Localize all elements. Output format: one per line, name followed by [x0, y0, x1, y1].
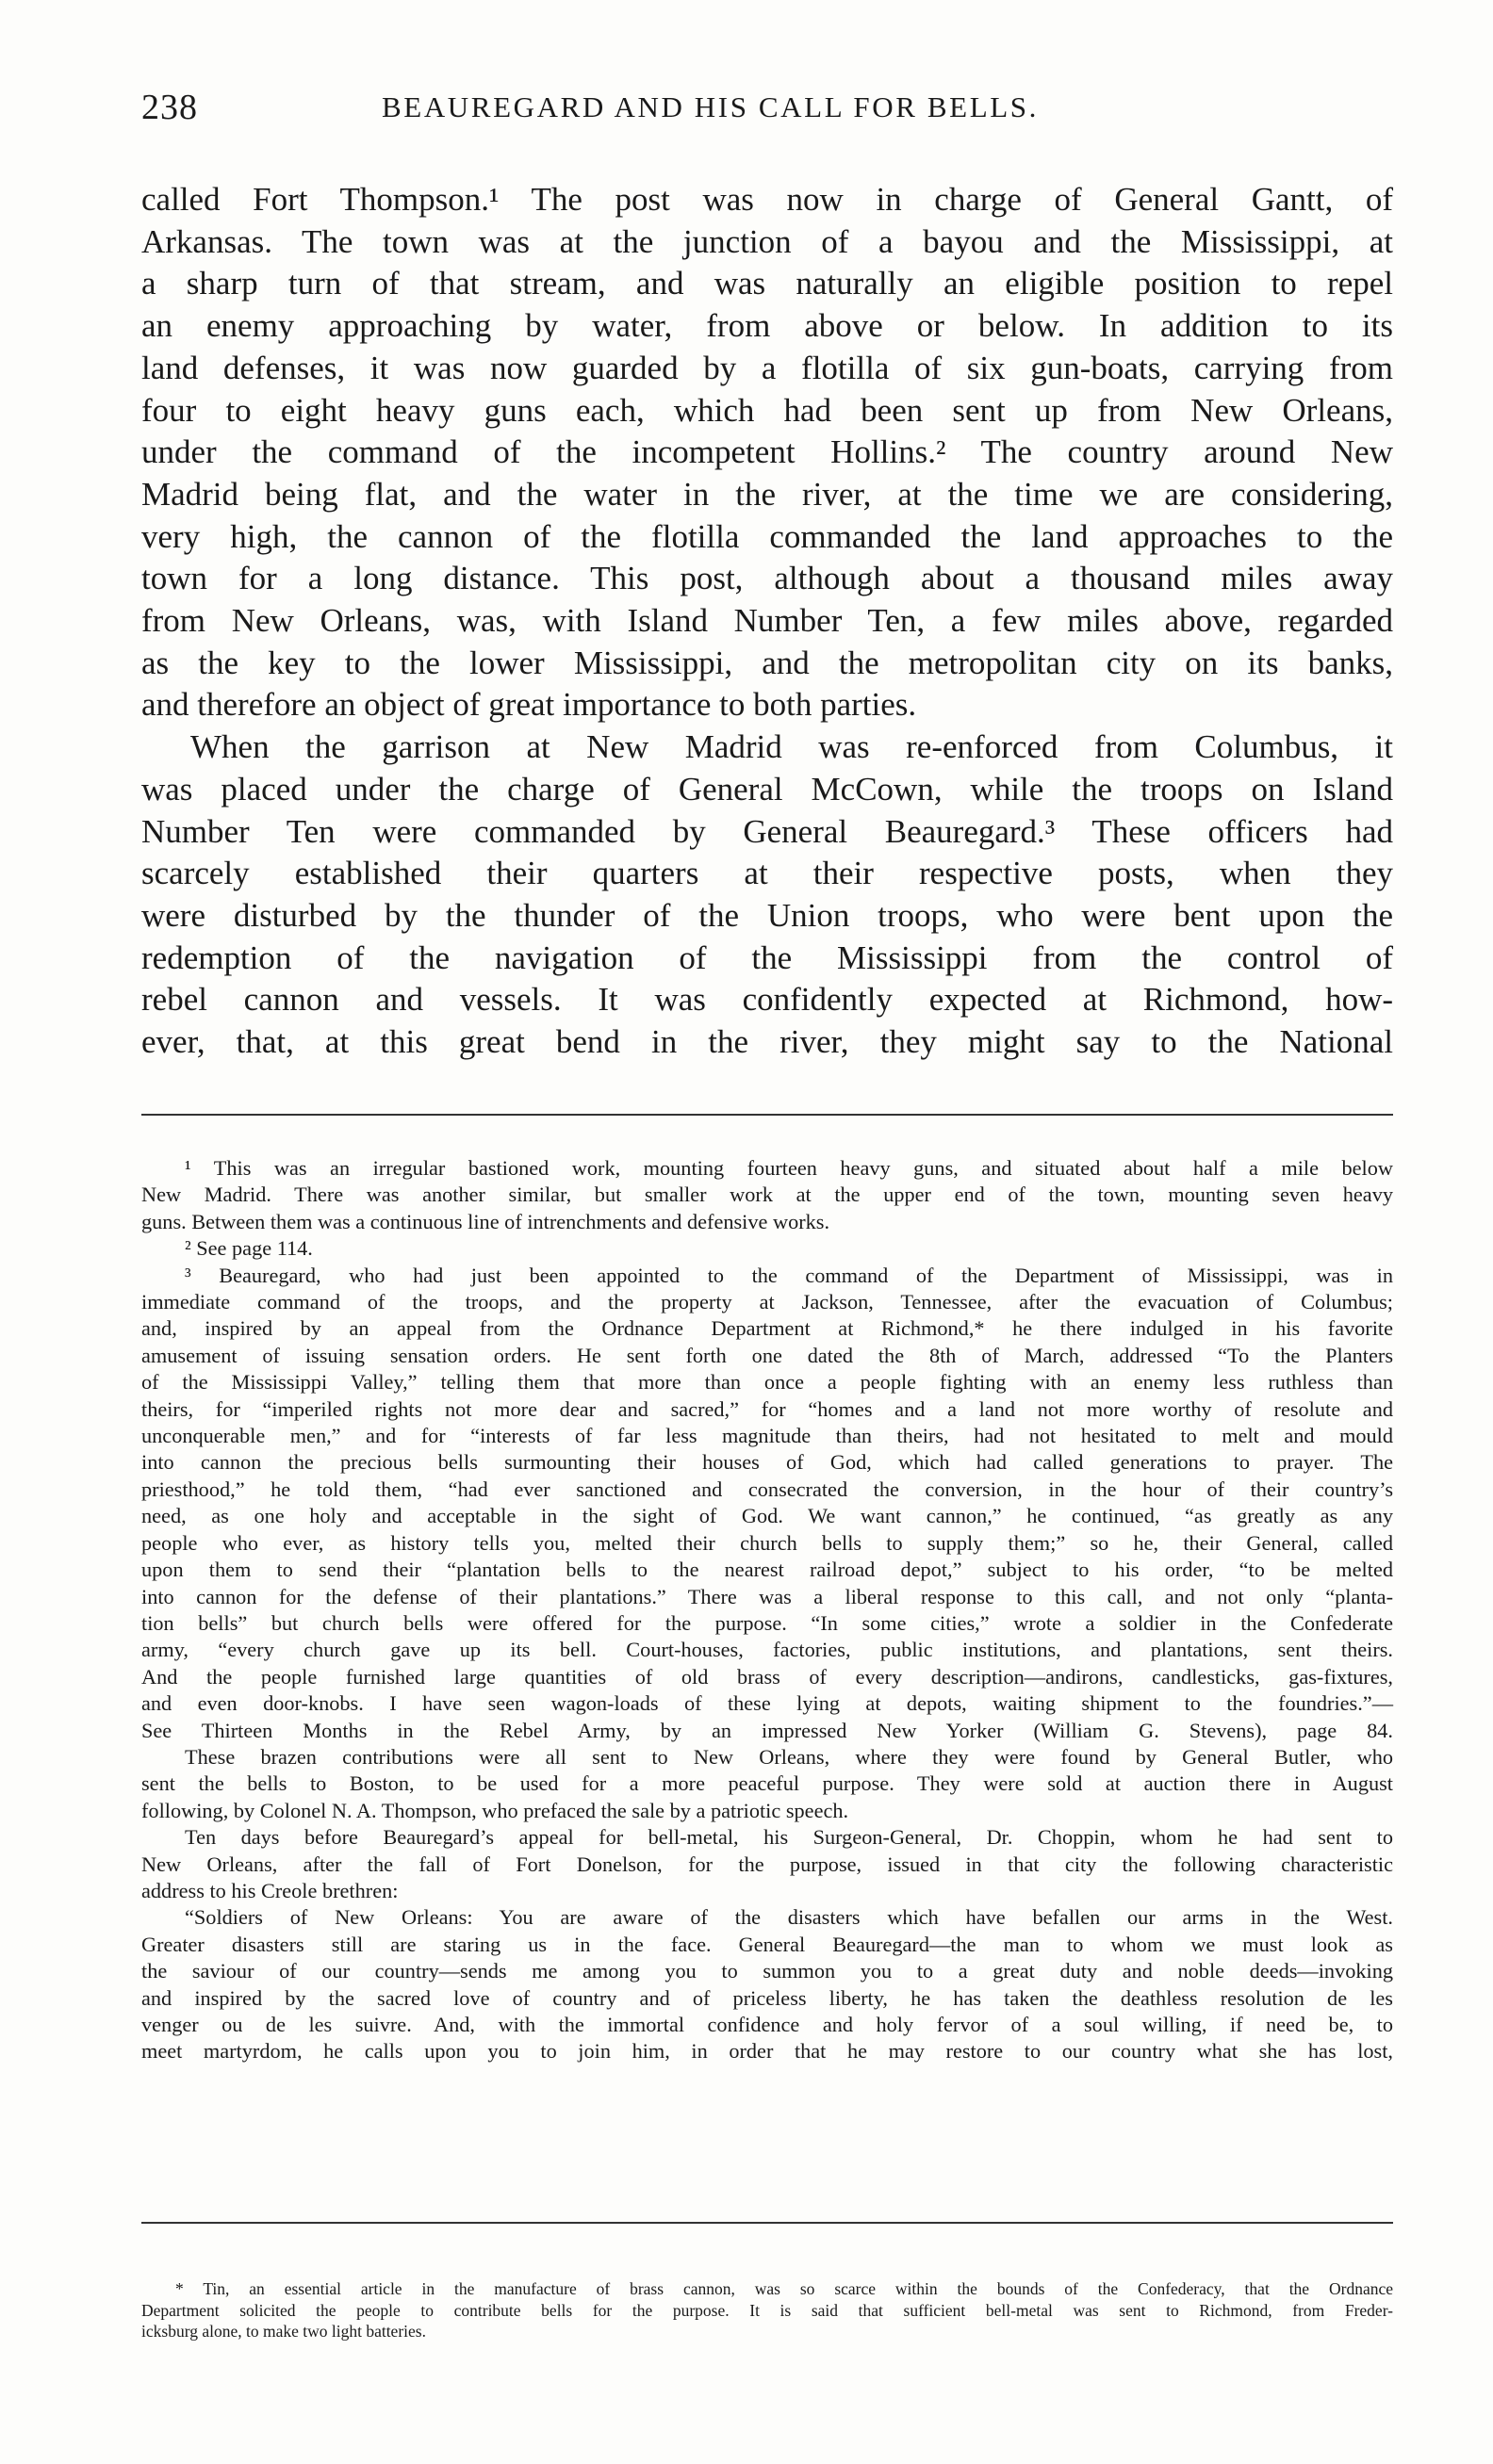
subnote-divider [141, 2222, 1393, 2224]
footnote-line: of the Mississippi Valley,” telling them that more than once a people fighting with an enemy less ruthless than [141, 1370, 1393, 1395]
footnote-line: upon them to send their “plantation bells to the nearest railroad depot,” subject to his order, “to be melted [141, 1558, 1393, 1582]
body-line: an enemy approaching by water, from above or below. In addition to its [141, 307, 1393, 345]
body-line: was placed under the charge of General McCown, while the troops on Island [141, 770, 1393, 808]
footnote-line: priesthood,” he told them, “had ever sanctioned and consecrated the conversion, in the hour of their country’s [141, 1477, 1393, 1501]
footnote-line: guns. Between them was a continuous line of intrenchments and defensive works. [141, 1209, 830, 1233]
body-line: Arkansas. The town was at the junction of a bayou and the Mississippi, at [141, 222, 1393, 260]
body-line: as the key to the lower Mississippi, and the metropolitan city on its banks, [141, 644, 1393, 681]
footnote-line: army, “every church gave up its bell. Court-houses, factories, public institutions, and plantations, sent theirs. [141, 1638, 1393, 1662]
body-line: and therefore an object of great importance to both parties. [141, 686, 917, 724]
footnote-line: following, by Colonel N. A. Thompson, who prefaced the sale by a patriotic speech. [141, 1798, 849, 1822]
footnote-line: into cannon the precious bells surmounting their houses of God, which had called generations to prayer. The [141, 1450, 1393, 1475]
footnote-line: See Thirteen Months in the Rebel Army, by an impressed New Yorker (William G. Stevens), page 84. [141, 1718, 1393, 1742]
page-number: 238 [141, 88, 198, 127]
body-line: redemption of the navigation of the Mississippi from the control of [141, 938, 1393, 976]
footnote-line: people who ever, as history tells you, melted their church bells to supply them;” so he, their General, called [141, 1530, 1393, 1555]
body-line: were disturbed by the thunder of the Union troops, who were bent upon the [141, 896, 1393, 934]
body-line: a sharp turn of that stream, and was naturally an eligible position to repel [141, 265, 1393, 302]
footnotes [141, 1155, 1393, 2065]
footnote-line: address to his Creole brethren: [141, 1878, 399, 1902]
footnote-line: need, as one holy and acceptable in the sight of God. We want cannon,” he continued, “as greatly as any [141, 1504, 1393, 1528]
body-line: scarcely established their quarters at their respective posts, when they [141, 855, 1393, 892]
body-line: very high, the cannon of the flotilla commanded the land approaches to the [141, 517, 1393, 555]
body-line: When the garrison at New Madrid was re-enforced from Columbus, it [190, 728, 1393, 766]
footnote-line: amusement of issuing sensation orders. He sent forth one dated the 8th of March, addressed “To the Planters [141, 1343, 1393, 1367]
footnote-line: ³ Beauregard, who had just been appointed to the command of the Department of Mississippi, was in [185, 1263, 1393, 1287]
footnote-line: into cannon for the defense of their plantations.” There was a liberal response to this call, and not only “planta- [141, 1584, 1393, 1608]
footnote-line: tion bells” but church bells were offered for the purpose. “In some cities,” wrote a soldier in the Confederate [141, 1610, 1393, 1635]
subnote-line: icksburg alone, to make two light batteries. [141, 2322, 426, 2341]
footnote-line: theirs, for “imperiled rights not more dear and sacred,” for “homes and a land not more worthy of resolute and [141, 1396, 1393, 1421]
footnote-line: “Soldiers of New Orleans: You are aware of the disasters which have befallen our arms in the West. [185, 1905, 1393, 1930]
main-text [141, 179, 1393, 1064]
footnote-line: Greater disasters still are staring us in the face. General Beauregard—the man to whom we must look as [141, 1932, 1393, 1956]
body-line: rebel cannon and vessels. It was confidently expected at Richmond, how- [141, 981, 1393, 1019]
footnote-line: and, inspired by an appeal from the Ordnance Department at Richmond,* he there indulged in his favorite [141, 1316, 1393, 1341]
running-title: BEAUREGARD AND HIS CALL FOR BELLS. [382, 90, 1039, 123]
footnote-line: sent the bells to Boston, to be used for a more peaceful purpose. They were sold at auction there in August [141, 1771, 1393, 1796]
footnote-line: immediate command of the troops, and the property at Jackson, Tennessee, after the evacuation of Columbus; [141, 1290, 1393, 1314]
body-line: from New Orleans, was, with Island Number Ten, a few miles above, regarded [141, 602, 1393, 640]
footnote-line: Ten days before Beauregard’s appeal for bell-metal, his Surgeon-General, Dr. Choppin, whom he had sent to [185, 1825, 1393, 1850]
footnote-divider [141, 1114, 1393, 1116]
footnote-line: These brazen contributions were all sent to New Orleans, where they were found by General Butler, who [185, 1744, 1393, 1769]
footnote-line: New Orleans, after the fall of Fort Donelson, for the purpose, issued in that city the following characteristic [141, 1852, 1393, 1876]
footnote-line: and even door-knobs. I have seen wagon-loads of these lying at depots, waiting shipment to the foundries.”— [141, 1691, 1393, 1716]
footnote-line: venger ou de les suivre. And, with the immortal confidence and holy fervor of a soul willing, if need be, to [141, 2013, 1393, 2036]
body-line: Madrid being flat, and the water in the river, at the time we are considering, [141, 475, 1393, 513]
running-head [141, 87, 1395, 134]
body-line: under the command of the incompetent Hollins.² The country around New [141, 433, 1393, 471]
footnote-line: the saviour of our country—sends me among you to summon you to a great duty and noble deeds—invoking [141, 1959, 1393, 1983]
footnote-line: And the people furnished large quantities of old brass of every description—andirons, candlesticks, gas-fixtures, [141, 1664, 1393, 1689]
subnote-line: Department solicited the people to contribute bells for the purpose. It is said that sufficient bell-metal was sent to Richmond, from Freder- [141, 2300, 1393, 2320]
footnote-line: unconquerable men,” and for “interests of far less magnitude than theirs, had not hesitated to melt and mould [141, 1424, 1393, 1448]
body-line: ever, that, at this great bend in the river, they might say to the National [141, 1023, 1393, 1061]
body-line: Number Ten were commanded by General Beauregard.³ These officers had [141, 812, 1393, 850]
body-line: called Fort Thompson.¹ The post was now in charge of General Gantt, of [141, 181, 1393, 218]
footnote-line: meet martyrdom, he calls upon you to join him, in order that he may restore to our country what she has lost, [141, 2039, 1393, 2064]
body-line: four to eight heavy guns each, which had been sent up from New Orleans, [141, 391, 1393, 429]
footnote-line: and inspired by the sacred love of country and of priceless liberty, he has taken the deathless resolution de les [141, 1985, 1393, 2010]
subnote [141, 2278, 1393, 2342]
footnote-line: New Madrid. There was another similar, but smaller work at the upper end of the town, mounting seven heavy [141, 1183, 1393, 1207]
footnote-line: ² See page 114. [185, 1236, 313, 1261]
subnote-line: * Tin, an essential article in the manufacture of brass cannon, was so scarce within the bounds of the Confederacy, that the Ordnance [175, 2279, 1393, 2298]
body-line: town for a long distance. This post, although about a thousand miles away [141, 560, 1393, 597]
footnote-line: ¹ This was an irregular bastioned work, mounting fourteen heavy guns, and situated about half a mile below [185, 1156, 1393, 1180]
body-line: land defenses, it was now guarded by a flotilla of six gun-boats, carrying from [141, 349, 1393, 386]
